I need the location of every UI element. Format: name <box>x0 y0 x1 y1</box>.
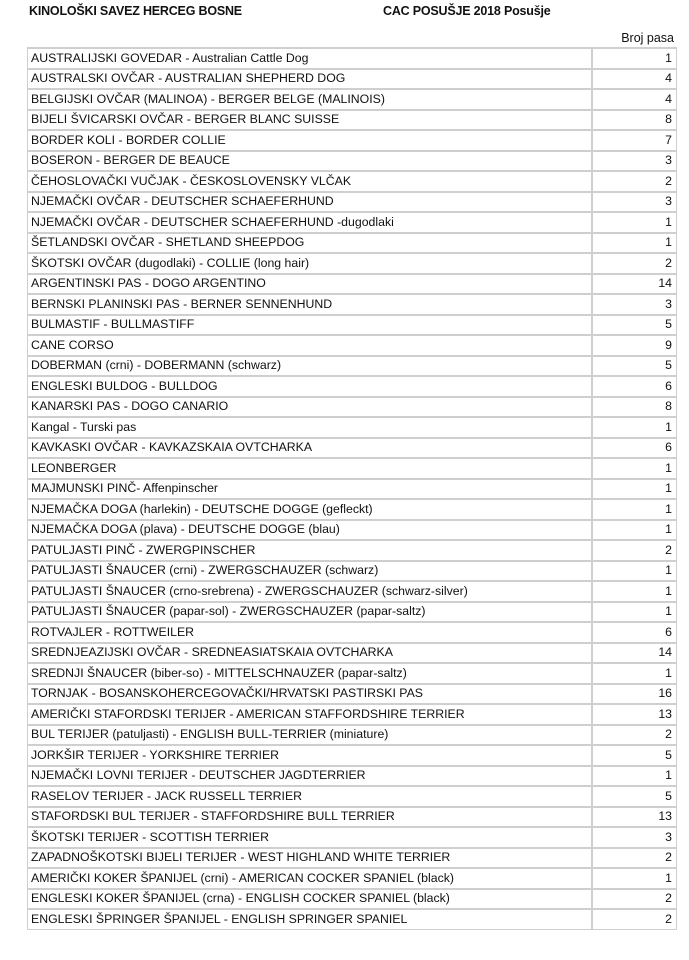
breed-name-cell: NJEMAČKI LOVNI TERIJER - DEUTSCHER JAGDTERRIER <box>28 766 593 787</box>
breed-name-cell: ŠKOTSKI TERIJER - SCOTTISH TERRIER <box>28 827 593 848</box>
dog-count-cell: 7 <box>592 130 677 151</box>
breed-name-cell: KANARSKI PAS - DOGO CANARIO <box>28 397 593 418</box>
dog-count-cell: 2 <box>592 848 677 869</box>
table-row <box>28 725 677 746</box>
breed-name-cell: NJEMAČKI OVČAR - DEUTSCHER SCHAEFERHUND -dugodlaki <box>28 212 593 233</box>
breed-name-cell: ROTVAJLER - ROTTWEILER <box>28 622 593 643</box>
table-row <box>28 130 677 151</box>
dog-count-cell: 1 <box>592 212 677 233</box>
dog-count-cell: 3 <box>592 192 677 213</box>
table-row <box>28 704 677 725</box>
dog-count-cell: 2 <box>592 725 677 746</box>
breed-name-cell: AUSTRALSKI OVČAR - AUSTRALIAN SHEPHERD DOG <box>28 69 593 90</box>
table-row <box>28 909 677 929</box>
table-row <box>28 766 677 787</box>
table-row <box>28 479 677 500</box>
dog-count-cell: 5 <box>592 356 677 377</box>
breed-name-cell: BOSERON - BERGER DE BEAUCE <box>28 151 593 172</box>
breed-name-cell: Kangal - Turski pas <box>28 417 593 438</box>
organization-title: KINOLOŠKI SAVEZ HERCEG BOSNE <box>29 4 242 18</box>
breed-name-cell: PATULJASTI ŠNAUCER (crno-srebrena) - ZWERGSCHAUZER (schwarz-silver) <box>28 581 593 602</box>
table-row <box>28 643 677 664</box>
dog-count-cell: 1 <box>592 663 677 684</box>
dog-count-cell: 1 <box>592 602 677 623</box>
table-row <box>28 889 677 910</box>
table-row <box>28 868 677 889</box>
table-row <box>28 827 677 848</box>
dog-count-cell: 1 <box>592 868 677 889</box>
table-row <box>28 520 677 541</box>
dog-count-cell: 8 <box>592 397 677 418</box>
table-row <box>28 274 677 295</box>
breed-name-cell: LEONBERGER <box>28 458 593 479</box>
table-row <box>28 581 677 602</box>
breed-name-cell: CANE CORSO <box>28 335 593 356</box>
table-row <box>28 48 677 69</box>
breed-name-cell: BULMASTIF - BULLMASTIFF <box>28 315 593 336</box>
breed-name-cell: BIJELI ŠVICARSKI OVČAR - BERGER BLANC SUISSE <box>28 110 593 131</box>
dog-count-cell: 1 <box>592 581 677 602</box>
breed-name-cell: ARGENTINSKI PAS - DOGO ARGENTINO <box>28 274 593 295</box>
table-row <box>28 786 677 807</box>
dog-count-cell: 4 <box>592 69 677 90</box>
table-row <box>28 622 677 643</box>
breed-name-cell: ENGLESKI ŠPRINGER ŠPANIJEL - ENGLISH SPRINGER SPANIEL <box>28 909 593 929</box>
dog-count-cell: 5 <box>592 745 677 766</box>
breed-name-cell: JORKŠIR TERIJER - YORKSHIRE TERRIER <box>28 745 593 766</box>
dog-count-cell: 3 <box>592 827 677 848</box>
breed-name-cell: AMERIČKI STAFORDSKI TERIJER - AMERICAN STAFFORDSHIRE TERRIER <box>28 704 593 725</box>
table-row <box>28 417 677 438</box>
dog-count-cell: 9 <box>592 335 677 356</box>
table-row <box>28 233 677 254</box>
breed-name-cell: KAVKASKI OVČAR - KAVKAZSKAIA OVTCHARKA <box>28 438 593 459</box>
breed-table-body <box>28 48 677 929</box>
dog-count-cell: 8 <box>592 110 677 131</box>
dog-count-cell: 2 <box>592 171 677 192</box>
dog-count-cell: 1 <box>592 520 677 541</box>
dog-count-cell: 2 <box>592 253 677 274</box>
table-row <box>28 397 677 418</box>
dog-count-cell: 13 <box>592 807 677 828</box>
breed-name-cell: BELGIJSKI OVČAR (MALINOA) - BERGER BELGE (MALINOIS) <box>28 89 593 110</box>
dog-count-cell: 1 <box>592 48 677 69</box>
dog-count-cell: 1 <box>592 458 677 479</box>
table-row <box>28 253 677 274</box>
table-row <box>28 89 677 110</box>
table-row <box>28 745 677 766</box>
table-row <box>28 663 677 684</box>
breed-name-cell: NJEMAČKA DOGA (harlekin) - DEUTSCHE DOGGE (gefleckt) <box>28 499 593 520</box>
breed-name-cell: ŠETLANDSKI OVČAR - SHETLAND SHEEPDOG <box>28 233 593 254</box>
breed-name-cell: STAFORDSKI BUL TERIJER - STAFFORDSHIRE BULL TERRIER <box>28 807 593 828</box>
dog-count-cell: 14 <box>592 274 677 295</box>
table-row <box>28 807 677 828</box>
table-row <box>28 376 677 397</box>
table-row <box>28 171 677 192</box>
table-row <box>28 212 677 233</box>
breed-name-cell: SREDNJEAZIJSKI OVČAR - SREDNEASIATSKAIA OVTCHARKA <box>28 643 593 664</box>
dog-count-cell: 5 <box>592 786 677 807</box>
dog-count-cell: 2 <box>592 540 677 561</box>
dog-count-cell: 13 <box>592 704 677 725</box>
table-row <box>28 315 677 336</box>
breed-name-cell: TORNJAK - BOSANSKOHERCEGOVAČKI/HRVATSKI PASTIRSKI PAS <box>28 684 593 705</box>
breed-name-cell: ČEHOSLOVAČKI VUČJAK - ČESKOSLOVENSKY VLČAK <box>28 171 593 192</box>
breed-table <box>27 47 677 930</box>
dog-count-cell: 5 <box>592 315 677 336</box>
table-row <box>28 335 677 356</box>
breed-name-cell: DOBERMAN (crni) - DOBERMANN (schwarz) <box>28 356 593 377</box>
table-row <box>28 356 677 377</box>
dog-count-cell: 16 <box>592 684 677 705</box>
event-title: CAC POSUŠJE 2018 Posušje <box>383 4 551 18</box>
dog-count-cell: 1 <box>592 417 677 438</box>
dog-count-cell: 2 <box>592 889 677 910</box>
dog-count-cell: 4 <box>592 89 677 110</box>
table-row <box>28 602 677 623</box>
breed-name-cell: BUL TERIJER (patuljasti) - ENGLISH BULL-TERRIER (miniature) <box>28 725 593 746</box>
breed-name-cell: AUSTRALIJSKI GOVEDAR - Australian Cattle Dog <box>28 48 593 69</box>
dog-count-cell: 1 <box>592 561 677 582</box>
table-row <box>28 848 677 869</box>
breed-name-cell: PATULJASTI ŠNAUCER (crni) - ZWERGSCHAUZER (schwarz) <box>28 561 593 582</box>
breed-name-cell: BERNSKI PLANINSKI PAS - BERNER SENNENHUND <box>28 294 593 315</box>
breed-name-cell: ŠKOTSKI OVČAR (dugodlaki) - COLLIE (long hair) <box>28 253 593 274</box>
breed-name-cell: ZAPADNOŠKOTSKI BIJELI TERIJER - WEST HIGHLAND WHITE TERRIER <box>28 848 593 869</box>
table-row <box>28 110 677 131</box>
breed-name-cell: ENGLESKI KOKER ŠPANIJEL (crna) - ENGLISH COCKER SPANIEL (black) <box>28 889 593 910</box>
breed-name-cell: NJEMAČKA DOGA (plava) - DEUTSCHE DOGGE (blau) <box>28 520 593 541</box>
breed-name-cell: AMERIČKI KOKER ŠPANIJEL (crni) - AMERICAN COCKER SPANIEL (black) <box>28 868 593 889</box>
dog-count-cell: 1 <box>592 233 677 254</box>
dog-count-cell: 6 <box>592 438 677 459</box>
dog-count-cell: 6 <box>592 376 677 397</box>
breed-name-cell: MAJMUNSKI PINČ- Affenpinscher <box>28 479 593 500</box>
breed-name-cell: PATULJASTI ŠNAUCER (papar-sol) - ZWERGSCHAUZER (papar-saltz) <box>28 602 593 623</box>
breed-name-cell: BORDER KOLI - BORDER COLLIE <box>28 130 593 151</box>
dog-count-cell: 3 <box>592 294 677 315</box>
table-row <box>28 438 677 459</box>
dog-count-cell: 14 <box>592 643 677 664</box>
dog-count-cell: 6 <box>592 622 677 643</box>
table-row <box>28 294 677 315</box>
table-row <box>28 684 677 705</box>
count-column-header: Broj pasa <box>621 31 674 45</box>
breed-name-cell: RASELOV TERIJER - JACK RUSSELL TERRIER <box>28 786 593 807</box>
table-row <box>28 192 677 213</box>
dog-count-cell: 3 <box>592 151 677 172</box>
dog-count-cell: 2 <box>592 909 677 929</box>
dog-count-cell: 1 <box>592 499 677 520</box>
table-row <box>28 69 677 90</box>
table-row <box>28 561 677 582</box>
table-row <box>28 458 677 479</box>
breed-name-cell: PATULJASTI PINČ - ZWERGPINSCHER <box>28 540 593 561</box>
breed-name-cell: SREDNJI ŠNAUCER (biber-so) - MITTELSCHNAUZER (papar-saltz) <box>28 663 593 684</box>
dog-count-cell: 1 <box>592 479 677 500</box>
breed-name-cell: NJEMAČKI OVČAR - DEUTSCHER SCHAEFERHUND <box>28 192 593 213</box>
breed-name-cell: ENGLESKI BULDOG - BULLDOG <box>28 376 593 397</box>
table-row <box>28 540 677 561</box>
table-row <box>28 151 677 172</box>
table-row <box>28 499 677 520</box>
dog-count-cell: 1 <box>592 766 677 787</box>
